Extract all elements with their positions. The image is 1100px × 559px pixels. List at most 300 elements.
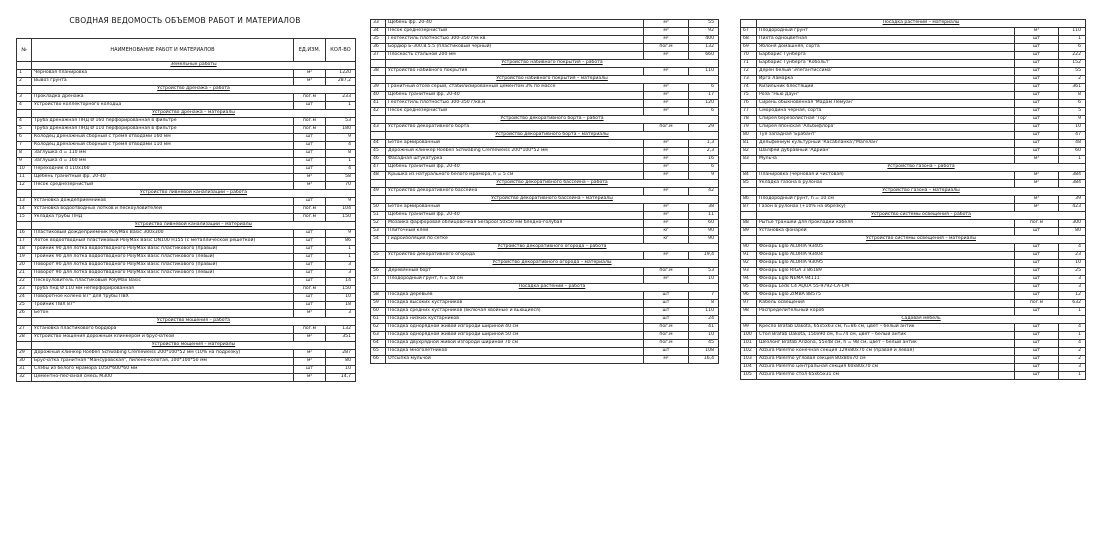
row-number: 25 — [17, 302, 32, 310]
row-unit: шт — [1015, 372, 1059, 380]
work-table-1 — [16, 38, 356, 382]
row-qty: 287,2 — [326, 78, 356, 86]
row-unit: шт — [1015, 308, 1059, 316]
table-row — [741, 276, 1086, 284]
table-row — [17, 78, 356, 86]
section-num-cell — [371, 116, 386, 124]
section-row — [17, 318, 356, 326]
row-name: Мозаика фарфоровая облицовочная Serapool 50х50 мм бледно-голубая — [386, 220, 644, 228]
row-number: 47 — [371, 164, 386, 172]
row-number: 88 — [741, 220, 757, 228]
row-name: Бордюр Б-300.8.5.5 (пластиковый черный) — [386, 44, 644, 52]
table-row — [741, 252, 1086, 260]
row-number: 79 — [741, 124, 757, 132]
row-name: Труба дренажная ПНД Ø 110 перфорированная в фильтре — [32, 126, 294, 134]
row-number: 74 — [741, 84, 757, 92]
row-qty: 2 — [1059, 356, 1086, 364]
table-row — [741, 52, 1086, 60]
row-name: Ирга Ламарка — [757, 76, 1015, 84]
row-name: Установка пластикового бордюра — [32, 326, 294, 334]
row-name: Бетон — [32, 310, 294, 318]
row-name: Дорожный клинкер Roeben Schwabing Cremeweiss 200*100*52 мм (10% на подрезку) — [32, 350, 294, 358]
row-name: Барбарис Тунберга 'Кобольт' — [757, 60, 1015, 68]
section-num-cell — [17, 86, 32, 94]
row-qty: 3 — [326, 262, 356, 270]
row-name: Заглушка d = 160 мм — [32, 158, 294, 166]
section-row — [741, 20, 1086, 28]
row-qty: 1220 — [326, 70, 356, 78]
row-name: Устройство декоративного огорода — [386, 252, 644, 260]
table-row — [371, 292, 719, 300]
row-name: Шезлонг Brafab Arizona, 55х48 см, h = 98 см, цвет – белый антик — [757, 340, 1015, 348]
row-name: Посадка деревьев — [386, 292, 644, 300]
row-number: 8 — [17, 150, 32, 158]
row-name: Щебень гранитный фр. 20-40 — [386, 92, 644, 100]
row-unit: шт — [1015, 292, 1059, 300]
row-name: Пихта одноцветная — [757, 36, 1015, 44]
table-row — [741, 156, 1086, 164]
row-unit: м² — [294, 350, 326, 358]
table-row — [741, 148, 1086, 156]
row-unit: пог.м — [644, 324, 689, 332]
row-unit: шт — [294, 302, 326, 310]
row-name: Песок среднезернистый — [386, 108, 644, 116]
section-title: Устройство набивного покрытия – материалы — [386, 76, 719, 84]
row-unit: м³ — [1015, 28, 1059, 36]
row-unit: пог.м — [294, 214, 326, 222]
row-unit: м² — [644, 52, 689, 60]
table-row — [371, 164, 719, 172]
table-row — [17, 102, 356, 110]
row-qty: 10 — [689, 276, 719, 284]
row-name: Укладка газона в рулонах — [757, 180, 1015, 188]
row-qty: 39 — [1059, 196, 1086, 204]
row-qty: 1 — [326, 246, 356, 254]
row-name: Кизильник блестящий — [757, 84, 1015, 92]
row-name: Устройство декоративного борта — [386, 124, 644, 132]
row-unit: шт — [1015, 268, 1059, 276]
row-qty: 6 — [689, 84, 719, 92]
row-name: Планировка (черновая и чистовая) — [757, 172, 1015, 180]
row-number: 15 — [17, 214, 32, 222]
row-unit: шт — [1015, 76, 1059, 84]
table-row — [17, 142, 356, 150]
row-unit: пог.м — [644, 332, 689, 340]
row-number: 37 — [371, 52, 386, 60]
row-unit: м² — [644, 188, 689, 196]
row-name: Лоток водоотводный пластиковый PolyMax Basic DN100 H155 (с металлической решеткой) — [32, 238, 294, 246]
row-name: Поворот 90 для лотка водоотводного PolyMax Basic пластикового (правый) — [32, 262, 294, 270]
table-row — [371, 236, 719, 244]
section-title: Устройство набивного покрытия – работа — [386, 60, 719, 68]
row-name: Песок среднезернистый — [32, 182, 294, 190]
row-name: Кабель освещения — [757, 300, 1015, 308]
row-number: 3 — [17, 94, 32, 102]
row-qty: 132 — [689, 44, 719, 52]
row-unit: кг — [644, 236, 689, 244]
row-unit: шт — [1015, 44, 1059, 52]
row-name: Установка дождеприемников — [32, 198, 294, 206]
section-row — [371, 180, 719, 188]
table-row — [17, 214, 356, 222]
row-unit: м² — [644, 356, 689, 364]
row-unit: м² — [294, 70, 326, 78]
row-unit: м² — [1015, 172, 1059, 180]
row-qty: 1 — [326, 254, 356, 262]
table-row — [371, 276, 719, 284]
row-number: 63 — [371, 332, 386, 340]
table-row — [371, 316, 719, 324]
row-qty: 90 — [689, 228, 719, 236]
table-row — [17, 230, 356, 238]
row-qty: 42 — [689, 188, 719, 196]
row-number: 34 — [371, 28, 386, 36]
row-unit: м³ — [644, 276, 689, 284]
row-name: Посадка двухрядной живой изгороди шириной 70 см — [386, 340, 644, 348]
section-row — [371, 76, 719, 84]
row-number: 67 — [741, 28, 757, 36]
row-qty: 132 — [326, 326, 356, 334]
row-qty: 660 — [689, 52, 719, 60]
row-qty: 53 — [326, 118, 356, 126]
row-name: Яблоня домашняя, сорта — [757, 44, 1015, 52]
row-unit: пог.м — [294, 126, 326, 134]
row-number: 26 — [17, 310, 32, 318]
table-row — [17, 118, 356, 126]
table-row — [741, 300, 1086, 308]
row-qty: 9 — [326, 198, 356, 206]
row-number: 45 — [371, 148, 386, 156]
row-number: 105 — [741, 372, 757, 380]
row-number: 81 — [741, 140, 757, 148]
table-row — [741, 348, 1086, 356]
section-title: Посадка растений – материалы — [757, 20, 1086, 28]
row-name: Azzura Palermo конечная секция 129х80х70 см (правая и левая) — [757, 348, 1015, 356]
row-number: 51 — [371, 212, 386, 220]
row-number: 7 — [17, 142, 32, 150]
row-number: 68 — [741, 36, 757, 44]
row-name: Фонарь Eglo ALORIA 93095 — [757, 260, 1015, 268]
row-qty: 29 — [689, 124, 719, 132]
header-qty: КОЛ-ВО — [326, 39, 356, 62]
row-qty: 92 — [689, 28, 719, 36]
row-number: 54 — [371, 236, 386, 244]
row-number: 50 — [371, 204, 386, 212]
section-row — [17, 110, 356, 118]
section-title: Устройство ливневой канализации – материалы — [32, 222, 356, 230]
row-qty: 9 — [326, 134, 356, 142]
row-number: 86 — [741, 196, 757, 204]
row-number: 36 — [371, 44, 386, 52]
row-qty: 400 — [689, 36, 719, 44]
section-num-cell — [17, 342, 32, 350]
table-row — [741, 100, 1086, 108]
row-number: 60 — [371, 308, 386, 316]
row-number: 13 — [17, 198, 32, 206]
section-row — [371, 244, 719, 252]
row-qty: 3 — [326, 270, 356, 278]
row-name: Геотекстиль плотностью 300-350 г/кв.м — [386, 100, 644, 108]
row-name: Посадка низких кустарников — [386, 316, 644, 324]
row-name: Посадка однорядной живой изгороди шириной 40 см — [386, 324, 644, 332]
table-row — [17, 326, 356, 334]
table-row — [741, 124, 1086, 132]
row-qty: 1 — [1059, 156, 1086, 164]
section-num-cell — [371, 284, 386, 292]
row-qty: 53 — [689, 268, 719, 276]
row-number: 35 — [371, 36, 386, 44]
row-name: Колодец дренажный сборный с тремя отводами 110 мм — [32, 142, 294, 150]
section-title: Посадка растений – работа — [386, 284, 719, 292]
section-row — [371, 132, 719, 140]
row-name: Барбарис Тунберга — [757, 52, 1015, 60]
row-name: Рытье траншеи для прокладки кабеля — [757, 220, 1015, 228]
row-unit: м² — [294, 358, 326, 366]
row-number: 20 — [17, 262, 32, 270]
row-number: 90 — [741, 244, 757, 252]
row-name: Вывоз грунта — [32, 78, 294, 86]
row-unit: шт — [1015, 276, 1059, 284]
row-number: 18 — [17, 246, 32, 254]
row-qty: 60 — [1059, 148, 1086, 156]
row-name: Черновая планировка — [32, 70, 294, 78]
row-name: Фонарь Eglo ZIMBA 88575 — [757, 292, 1015, 300]
row-number: 57 — [371, 276, 386, 284]
row-unit: шт — [1015, 52, 1059, 60]
row-unit: пог.м — [294, 286, 326, 294]
table-row — [371, 84, 719, 92]
row-unit: шт — [1015, 92, 1059, 100]
table-row — [17, 262, 356, 270]
section-title: Устройство декоративного огорода – работа — [386, 244, 719, 252]
table-row — [371, 300, 719, 308]
row-unit: шт — [294, 142, 326, 150]
row-number: 56 — [371, 268, 386, 276]
row-unit: шт — [1015, 60, 1059, 68]
section-row — [371, 260, 719, 268]
table-row — [17, 366, 356, 374]
table-row — [17, 334, 356, 342]
row-number: 33 — [371, 20, 386, 28]
row-qty: 9 — [1059, 116, 1086, 124]
row-qty: 1 — [326, 158, 356, 166]
row-unit: шт — [1015, 340, 1059, 348]
row-qty: 41 — [689, 324, 719, 332]
row-number: 94 — [741, 276, 757, 284]
row-unit: м³ — [1015, 156, 1059, 164]
row-number: 59 — [371, 300, 386, 308]
table-row — [371, 140, 719, 148]
section-row — [17, 222, 356, 230]
section-row — [371, 284, 719, 292]
row-qty: 10 — [326, 366, 356, 374]
row-number: 4 — [17, 118, 32, 126]
section-title: Устройство декоративного борта – материалы — [386, 132, 719, 140]
section-num-cell — [741, 164, 757, 172]
row-unit: шт — [1015, 284, 1059, 292]
row-name: Бетон армированный — [386, 204, 644, 212]
table-row — [371, 92, 719, 100]
row-qty: 8 — [1059, 92, 1086, 100]
row-number: 10 — [17, 166, 32, 174]
table-row — [371, 28, 719, 36]
row-qty: 1 — [1059, 36, 1086, 44]
row-qty: 80 — [326, 358, 356, 366]
table-row — [371, 356, 719, 364]
row-number: 14 — [17, 206, 32, 214]
row-number: 95 — [741, 284, 757, 292]
row-number: 101 — [741, 340, 757, 348]
row-unit: шт — [294, 294, 326, 302]
row-qty: 7 — [689, 292, 719, 300]
table-row — [17, 302, 356, 310]
row-name: Песок среднезернистый — [386, 28, 644, 36]
row-unit: м³ — [294, 174, 326, 182]
row-qty: 14 — [326, 278, 356, 286]
row-unit: шт — [1015, 100, 1059, 108]
row-number: 22 — [17, 278, 32, 286]
row-number: 80 — [741, 132, 757, 140]
row-name: Переходник d 110х160 — [32, 166, 294, 174]
row-unit: шт — [294, 102, 326, 110]
table-row — [371, 204, 719, 212]
row-unit: м³ — [644, 108, 689, 116]
row-qty: 70 — [326, 182, 356, 190]
row-number: 44 — [371, 140, 386, 148]
row-qty: 58 — [326, 174, 356, 182]
section-title: Устройство декоративного бассейна – материалы — [386, 196, 719, 204]
row-number: 100 — [741, 332, 757, 340]
row-unit: шт — [1015, 348, 1059, 356]
row-number: 40 — [371, 92, 386, 100]
row-qty: 152 — [1059, 60, 1086, 68]
row-qty: 24 — [689, 316, 719, 324]
row-number: 97 — [741, 300, 757, 308]
row-qty: 222 — [1059, 52, 1086, 60]
section-row — [17, 62, 356, 70]
table-row — [371, 324, 719, 332]
table-row — [741, 340, 1086, 348]
row-number: 53 — [371, 228, 386, 236]
section-title: Устройство декоративного борта – работа — [386, 116, 719, 124]
row-qty: 1 — [1059, 308, 1086, 316]
header-num: № — [17, 39, 32, 62]
row-qty: 6 — [689, 164, 719, 172]
table-row — [371, 268, 719, 276]
table-row — [741, 308, 1086, 316]
section-title: Устройство системы освещения – материалы — [757, 236, 1086, 244]
work-table-2 — [370, 19, 719, 364]
row-name: Крышка из натурального белого мрамора, h = 5 см — [386, 172, 644, 180]
table-row — [741, 244, 1086, 252]
row-qty: 86 — [326, 238, 356, 246]
row-unit: шт — [1015, 108, 1059, 116]
row-name: Роза "Нью Даун" — [757, 92, 1015, 100]
row-name: Щебень гранитный фр. 20-40 — [32, 174, 294, 182]
row-qty: 16 — [689, 156, 719, 164]
row-qty: 55 — [1059, 68, 1086, 76]
table-row — [741, 196, 1086, 204]
table-row — [371, 340, 719, 348]
table-row — [741, 284, 1086, 292]
row-number: 77 — [741, 108, 757, 116]
row-qty: 4 — [1059, 340, 1086, 348]
table-row — [17, 94, 356, 102]
row-qty: 12 — [1059, 292, 1086, 300]
row-qty: 4 — [1059, 244, 1086, 252]
row-qty: 14,7 — [326, 374, 356, 382]
section-row — [371, 116, 719, 124]
table-row — [371, 20, 719, 28]
table-row — [371, 148, 719, 156]
row-name: Azzura Palermo стол 65х65х31 см — [757, 372, 1015, 380]
row-name: Шалфей дубравный 'Адриан' — [757, 148, 1015, 156]
section-row — [371, 60, 719, 68]
row-qty: 423 — [1059, 204, 1086, 212]
row-unit: м³ — [644, 92, 689, 100]
row-name: Укладка трубы ПНД — [32, 214, 294, 222]
row-unit: шт — [1015, 228, 1059, 236]
section-row — [17, 86, 356, 94]
row-name: Фонарь Eglo NEMA 94111 — [757, 276, 1015, 284]
row-unit: шт — [1015, 132, 1059, 140]
row-number: 38 — [371, 68, 386, 76]
row-unit: м² — [644, 252, 689, 260]
row-name: Щебень гранитный фр. 20-40 — [386, 212, 644, 220]
row-qty: 3 — [326, 310, 356, 318]
row-number: 23 — [17, 286, 32, 294]
table-row — [741, 292, 1086, 300]
row-number: 66 — [371, 356, 386, 364]
table-row — [371, 124, 719, 132]
row-unit: шт — [294, 270, 326, 278]
work-table-3 — [740, 19, 1086, 380]
row-number: 48 — [371, 172, 386, 180]
row-unit: шт — [1015, 252, 1059, 260]
row-name: Устройство декоративного бассейна — [386, 188, 644, 196]
row-unit: пог.м — [644, 268, 689, 276]
row-qty: 233 — [326, 94, 356, 102]
table-row — [371, 36, 719, 44]
row-qty: 384 — [1059, 180, 1086, 188]
row-name: Брусчатка гранитная "Мансуровская", пилено-колотая, 100*100*50 мм — [32, 358, 294, 366]
row-name: Кресло Brafab Dakota, 65х5х63 см, h=86 см, цвет – белый антик — [757, 324, 1015, 332]
row-number: 49 — [371, 188, 386, 196]
row-name: Слэбы из белого мрамора 1050*600*60 мм — [32, 366, 294, 374]
row-number: 91 — [741, 252, 757, 260]
row-number: 19 — [17, 254, 32, 262]
section-num-cell — [371, 260, 386, 268]
row-name: Плодородный грунт, h = 10 см — [757, 196, 1015, 204]
row-unit: м² — [644, 172, 689, 180]
table-row — [371, 108, 719, 116]
row-name: Устройство мощения дорожным клинкером и брусчаткой — [32, 334, 294, 342]
row-qty: 351 — [326, 334, 356, 342]
section-title: Устройство дренажа – работа — [32, 86, 356, 94]
table-row — [17, 70, 356, 78]
row-name: Гидроизоляция по сетке — [386, 236, 644, 244]
row-number: 11 — [17, 174, 32, 182]
row-name: Труба дренажная ПНД Ø 160 перфорированная в фильтре — [32, 118, 294, 126]
row-unit: шт — [294, 134, 326, 142]
row-name: Плодородный грунт, h = 50 см — [386, 276, 644, 284]
row-qty: 16,4 — [689, 356, 719, 364]
row-number: 55 — [371, 252, 386, 260]
row-unit: м³ — [644, 84, 689, 92]
row-qty: 60 — [689, 220, 719, 228]
row-unit: м³ — [294, 182, 326, 190]
section-row — [741, 212, 1086, 220]
